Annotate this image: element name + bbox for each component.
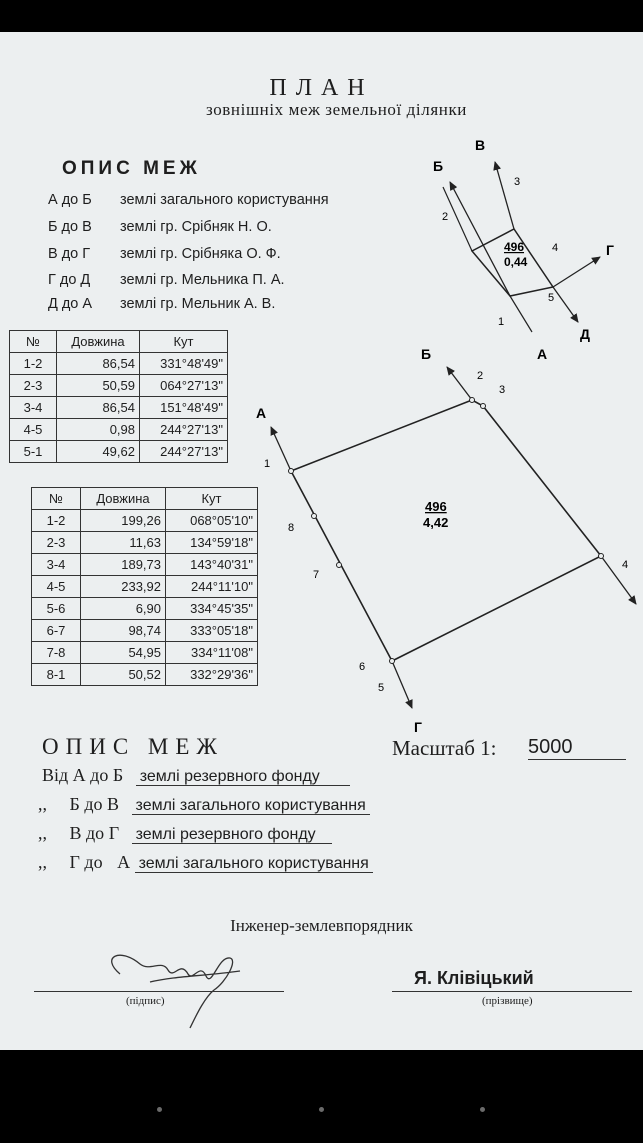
row-from: В	[69, 823, 82, 843]
table-cell: 143°40'31"	[166, 554, 258, 576]
row-mid: до	[90, 765, 109, 785]
table-cell: 3-4	[32, 554, 81, 576]
row-text: землі резервного фонду	[136, 768, 350, 786]
direction-label: А	[537, 346, 548, 362]
table-cell: 50,59	[57, 375, 140, 397]
table-cell: 2-3	[10, 375, 57, 397]
parcel-number: 496	[504, 240, 525, 254]
table-header-cell: Кут	[166, 488, 258, 510]
large-parcel-outline	[291, 400, 601, 661]
row-text: землі загального користування	[132, 797, 370, 815]
nav-dot	[157, 1107, 162, 1112]
table-header-cell: №	[32, 488, 81, 510]
point-label: 4	[552, 242, 559, 254]
point-label: 5	[378, 682, 385, 694]
point-label: 1	[498, 316, 505, 328]
row-to: В	[107, 794, 120, 814]
scale-label: Масштаб 1:	[392, 736, 497, 760]
boundary-ray	[510, 296, 532, 332]
direction-arrow	[392, 661, 412, 708]
boundary-text: землі гр. Срібняк Н. О.	[120, 219, 272, 235]
boundary-pair: Г до Д	[48, 272, 91, 288]
plot-drawings	[0, 32, 643, 1050]
direction-arrow	[447, 367, 472, 400]
table-cell: 333°05'18"	[166, 620, 258, 642]
table-cell: 6,90	[81, 598, 166, 620]
table-cell: 332°29'36"	[166, 664, 258, 686]
table-cell: 064°27'13"	[140, 375, 228, 397]
table-cell: 331°48'49"	[140, 353, 228, 375]
boundary-row-2	[38, 823, 332, 844]
table-cell: 244°27'13"	[140, 419, 228, 441]
table-header-cell: Кут	[140, 331, 228, 353]
point-label: 3	[514, 176, 521, 188]
table-cell: 86,54	[57, 353, 140, 375]
direction-arrow	[495, 162, 514, 229]
direction-arrow	[271, 427, 291, 471]
table-header-cell: Довжина	[57, 331, 140, 353]
direction-arrow	[450, 182, 510, 296]
signature-caption: (підпис)	[126, 995, 165, 1007]
table-cell: 1-2	[32, 510, 81, 532]
row-from: Б	[69, 794, 80, 814]
name-line	[392, 991, 632, 992]
table-cell: 7-8	[32, 642, 81, 664]
boundary-text: землі гр. Мельника П. А.	[120, 272, 285, 288]
point-label: 3	[499, 384, 506, 396]
large-parcel-diagram	[256, 346, 636, 735]
row-text: землі резервного фонду	[132, 826, 332, 844]
row-to: Г	[108, 823, 120, 843]
direction-label: Б	[433, 158, 444, 174]
parcel-area: 4,42	[423, 515, 449, 530]
table-cell: 151°48'49"	[140, 397, 228, 419]
boundary-row-2	[42, 765, 350, 786]
table-cell: 233,92	[81, 576, 166, 598]
table-cell: 189,73	[81, 554, 166, 576]
row-to: Б	[112, 765, 124, 785]
boundary-pair: Б до В	[48, 219, 92, 235]
row-from: Г	[69, 852, 80, 872]
row-from: А	[72, 765, 86, 785]
boundary-description-title-2: ОПИС МЕЖ	[42, 734, 225, 759]
vertex-point	[390, 659, 395, 664]
direction-label: Г	[606, 242, 614, 258]
vertex-point	[599, 554, 604, 559]
small-parcel-diagram	[433, 137, 614, 362]
table-cell: 134°59'18"	[166, 532, 258, 554]
direction-label: А	[256, 405, 267, 421]
boundary-row-2	[38, 794, 370, 815]
direction-label: Б	[421, 346, 432, 362]
boundary-text: землі загального користування	[120, 192, 329, 208]
nav-dot	[480, 1107, 485, 1112]
row-text: землі загального користування	[135, 855, 373, 873]
boundary-text: землі гр. Срібняка О. Ф.	[120, 246, 281, 262]
table-cell: 1-2	[10, 353, 57, 375]
point-label: 4	[622, 559, 629, 571]
direction-label: Г	[414, 719, 422, 735]
row-prefix: ,,	[38, 852, 47, 872]
table-cell: 244°11'10"	[166, 576, 258, 598]
parcel-number: 496	[425, 499, 447, 514]
boundary-pair: Д до А	[48, 296, 93, 312]
direction-arrow	[601, 556, 636, 604]
table-cell: 6-7	[32, 620, 81, 642]
direction-label: Д	[580, 326, 590, 342]
boundary-row-2	[38, 852, 373, 873]
point-label: 5	[548, 292, 555, 304]
document-subtitle: зовнішніх меж земельної ділянки	[205, 100, 468, 119]
table-cell: 98,74	[81, 620, 166, 642]
engineer-role: Інженер-землевпорядник	[230, 916, 413, 935]
row-mid: до	[86, 823, 105, 843]
boundary-pair: В до Г	[48, 246, 91, 262]
vertex-point	[337, 563, 342, 568]
point-label: 8	[288, 522, 295, 534]
table-cell: 11,63	[81, 532, 166, 554]
table-cell: 5-6	[32, 598, 81, 620]
survey-document	[0, 32, 643, 1050]
table-cell: 8-1	[32, 664, 81, 686]
signature-line	[34, 991, 284, 992]
table-header-cell: №	[10, 331, 57, 353]
point-label: 7	[313, 569, 320, 581]
point-label: 2	[477, 370, 484, 382]
table-cell: 068°05'10"	[166, 510, 258, 532]
nav-dot	[319, 1107, 324, 1112]
direction-label: В	[475, 137, 486, 153]
direction-arrow	[553, 287, 578, 322]
table-cell: 4-5	[32, 576, 81, 598]
point-label: 6	[359, 661, 366, 673]
boundary-description-title: ОПИС МЕЖ	[62, 158, 201, 179]
vertex-point	[289, 469, 294, 474]
engineer-name: Я. Клівіцький	[414, 968, 534, 988]
boundary-pair: А до Б	[48, 192, 92, 208]
row-to: А	[117, 852, 131, 872]
table-cell: 244°27'13"	[140, 441, 228, 463]
boundary-text: землі гр. Мельник А. В.	[120, 296, 276, 312]
table-cell: 0,98	[57, 419, 140, 441]
table-cell: 4-5	[10, 419, 57, 441]
row-mid: до	[84, 794, 103, 814]
point-label: 1	[264, 458, 271, 470]
document-title: ПЛАН	[269, 75, 374, 101]
row-prefix: ,,	[38, 794, 47, 814]
vertex-point	[481, 404, 486, 409]
table-cell: 199,26	[81, 510, 166, 532]
name-caption: (прізвище)	[482, 995, 533, 1007]
row-prefix: Від	[42, 765, 69, 785]
table-cell: 5-1	[10, 441, 57, 463]
table-cell: 334°45'35"	[166, 598, 258, 620]
row-prefix: ,,	[38, 823, 47, 843]
table-cell: 2-3	[32, 532, 81, 554]
vertex-point	[470, 398, 475, 403]
point-label: 2	[442, 211, 449, 223]
scale-value: 5000	[528, 736, 626, 760]
parcel-area: 0,44	[504, 255, 528, 269]
table-cell: 49,62	[57, 441, 140, 463]
table-header-cell: Довжина	[81, 488, 166, 510]
direction-arrow	[553, 257, 600, 287]
vertex-point	[312, 514, 317, 519]
table-cell: 86,54	[57, 397, 140, 419]
table-cell: 334°11'08"	[166, 642, 258, 664]
table-cell: 50,52	[81, 664, 166, 686]
table-cell: 3-4	[10, 397, 57, 419]
row-mid: до	[84, 852, 103, 872]
table-cell: 54,95	[81, 642, 166, 664]
